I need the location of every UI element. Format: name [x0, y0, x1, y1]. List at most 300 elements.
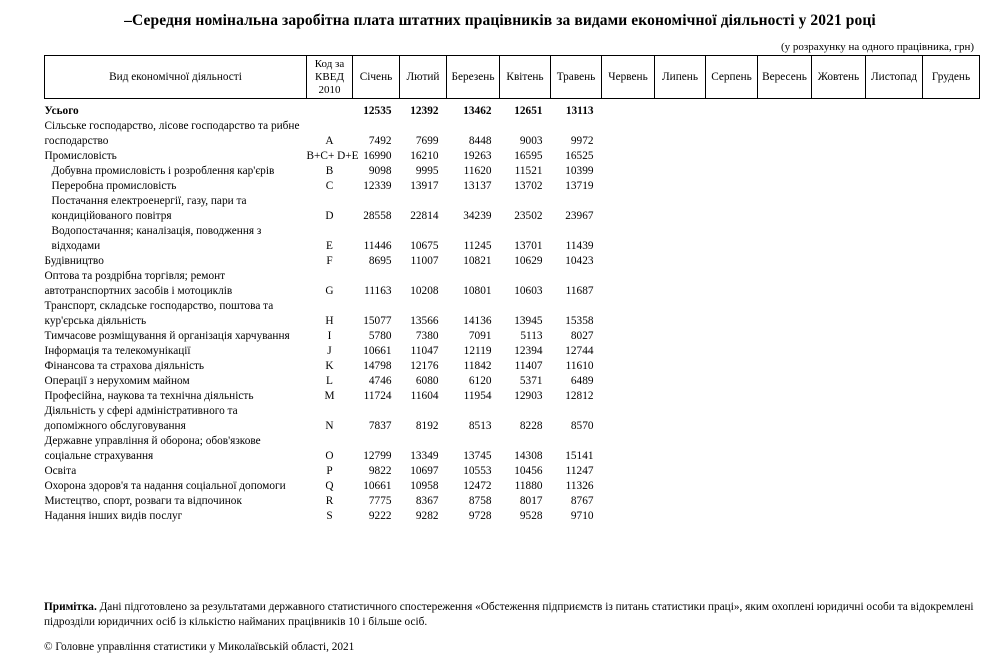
value-cell: [812, 164, 866, 179]
table-row: [45, 479, 980, 494]
value-cell: [812, 494, 866, 509]
value-cell: 11604: [410, 389, 439, 402]
value-cell: [758, 494, 812, 509]
value-cell: [706, 179, 758, 194]
value-cell: 13702: [514, 179, 543, 192]
value-cell: [812, 479, 866, 494]
value-cell: [602, 359, 655, 374]
units-label: (у розрахунку на одного працівника, грн): [780, 41, 974, 53]
value-cell: 11326: [565, 479, 594, 492]
value-cell: 7775: [368, 494, 392, 507]
value-cell: 16990: [363, 149, 392, 162]
page-title: –Середня номінальна заробітна плата штатних працівників за видами економічної діяльності у 2021 році: [124, 12, 876, 29]
value-cell: 8367: [415, 494, 439, 507]
note-text: Дані підготовлено за результатами державного статистичного спостереження «Обстеження підприємств із питань статистики праці», яким охоплені юридичні особи та відокремлені підрозділи юридичних осіб із кількістю найманих працівників 10 і більше осіб.: [44, 601, 974, 628]
value-cell: [812, 404, 866, 434]
value-cell: 15141: [565, 449, 594, 462]
header-row: [45, 56, 980, 99]
kved-code: F: [326, 254, 333, 267]
value-cell: [812, 149, 866, 164]
value-cell: [923, 359, 980, 374]
value-cell: [923, 119, 980, 149]
value-cell: 6489: [570, 374, 594, 387]
value-cell: [655, 179, 706, 194]
header-month: Грудень: [923, 56, 980, 99]
table-row: [45, 434, 980, 464]
kved-code: L: [326, 374, 333, 387]
activity-name: Оптова та роздрібна торгівля; ремонт автотранспортних засобів і мотоциклів: [44, 269, 233, 297]
table-row: [45, 509, 980, 524]
note: [44, 600, 984, 630]
value-cell: [866, 389, 923, 404]
value-cell: [866, 99, 923, 119]
value-cell: [758, 509, 812, 524]
value-cell: [602, 99, 655, 119]
value-cell: 10675: [410, 239, 439, 252]
value-cell: [758, 149, 812, 164]
value-cell: 5113: [520, 329, 543, 342]
value-cell: [812, 329, 866, 344]
header-month: Лютий: [400, 56, 447, 99]
value-cell: [655, 494, 706, 509]
value-cell: [758, 464, 812, 479]
value-cell: [923, 269, 980, 299]
value-cell: [866, 494, 923, 509]
value-cell: 5780: [368, 329, 392, 342]
value-cell: [655, 464, 706, 479]
value-cell: 14136: [463, 314, 492, 327]
header-month: Вересень: [758, 56, 812, 99]
table-row: [45, 329, 980, 344]
table-row: [45, 344, 980, 359]
activity-name: Операції з нерухомим майном: [44, 374, 190, 387]
value-cell: [655, 359, 706, 374]
value-cell: 9710: [570, 509, 594, 522]
activity-name: Усього: [44, 104, 79, 117]
value-cell: [602, 479, 655, 494]
value-cell: [923, 509, 980, 524]
activity-name: Охорона здоров'я та надання соціальної допомоги: [44, 479, 286, 492]
value-cell: 9995: [415, 164, 439, 177]
value-cell: [812, 344, 866, 359]
value-cell: 8192: [415, 419, 439, 432]
value-cell: [866, 269, 923, 299]
value-cell: [655, 299, 706, 329]
activity-name: Тимчасове розміщування й організація харчування: [44, 329, 290, 342]
kved-code: G: [325, 284, 334, 297]
kved-code: O: [325, 449, 334, 462]
value-cell: 10697: [410, 464, 439, 477]
value-cell: 12651: [514, 104, 543, 117]
activity-name: Добувна промисловість і розроблення кар'єрів: [51, 164, 275, 177]
value-cell: [866, 179, 923, 194]
value-cell: 13745: [463, 449, 492, 462]
value-cell: 8448: [468, 134, 492, 147]
value-cell: [812, 99, 866, 119]
table-row: [45, 389, 980, 404]
value-cell: [706, 149, 758, 164]
table-row: [45, 224, 980, 254]
value-cell: [655, 329, 706, 344]
value-cell: [812, 299, 866, 329]
value-cell: [866, 164, 923, 179]
value-cell: [602, 269, 655, 299]
value-cell: [602, 404, 655, 434]
value-cell: [923, 254, 980, 269]
value-cell: 9282: [415, 509, 439, 522]
value-cell: 23502: [514, 209, 543, 222]
value-cell: [866, 434, 923, 464]
value-cell: 11439: [565, 239, 594, 252]
value-cell: 7380: [415, 329, 439, 342]
value-cell: [923, 164, 980, 179]
value-cell: 11521: [514, 164, 543, 177]
header-month: Жовтень: [812, 56, 866, 99]
value-cell: [655, 434, 706, 464]
activity-name: Водопостачання; каналізація, поводження з відходами: [51, 224, 262, 252]
value-cell: [602, 374, 655, 389]
table-row: [45, 164, 980, 179]
value-cell: [706, 479, 758, 494]
value-cell: [812, 359, 866, 374]
value-cell: 13349: [410, 449, 439, 462]
value-cell: [758, 224, 812, 254]
value-cell: 11407: [514, 359, 543, 372]
value-cell: [812, 434, 866, 464]
table-row: [45, 494, 980, 509]
value-cell: [706, 434, 758, 464]
value-cell: 13113: [565, 104, 594, 117]
value-cell: 16210: [410, 149, 439, 162]
value-cell: [812, 269, 866, 299]
value-cell: 8695: [368, 254, 392, 267]
kved-code: E: [326, 239, 333, 252]
activity-name: Професійна, наукова та технічна діяльність: [44, 389, 254, 402]
value-cell: 8758: [468, 494, 492, 507]
table-row: [45, 119, 980, 149]
value-cell: [758, 374, 812, 389]
value-cell: [812, 119, 866, 149]
table-row: [45, 359, 980, 374]
value-cell: [758, 99, 812, 119]
value-cell: 9528: [519, 509, 543, 522]
value-cell: 9972: [570, 134, 594, 147]
activity-name: Освіта: [44, 464, 77, 477]
value-cell: [866, 329, 923, 344]
value-cell: [706, 359, 758, 374]
value-cell: [602, 179, 655, 194]
activity-name: Діяльність у сфері адміністративного та допоміжного обслуговування: [44, 404, 238, 432]
value-cell: [812, 509, 866, 524]
kved-code: Q: [325, 479, 334, 492]
value-cell: [866, 194, 923, 224]
value-cell: [602, 389, 655, 404]
value-cell: 15358: [565, 314, 594, 327]
value-cell: 4746: [368, 374, 392, 387]
kved-code: J: [327, 344, 332, 357]
value-cell: 11724: [363, 389, 392, 402]
value-cell: 13566: [410, 314, 439, 327]
value-cell: [706, 494, 758, 509]
value-cell: 7091: [468, 329, 492, 342]
value-cell: [812, 224, 866, 254]
value-cell: [655, 149, 706, 164]
value-cell: 11842: [463, 359, 492, 372]
value-cell: [758, 179, 812, 194]
kved-code: I: [327, 329, 332, 342]
value-cell: [602, 149, 655, 164]
value-cell: 8570: [570, 419, 594, 432]
value-cell: 10208: [410, 284, 439, 297]
activity-name: Фінансова та страхова діяльність: [44, 359, 205, 372]
kved-code: H: [325, 314, 334, 327]
value-cell: 12119: [463, 344, 492, 357]
value-cell: [655, 374, 706, 389]
value-cell: [923, 479, 980, 494]
note-label: Примітка.: [44, 601, 97, 613]
value-cell: 11446: [363, 239, 392, 252]
header-month: Квітень: [500, 56, 551, 99]
value-cell: [655, 479, 706, 494]
value-cell: 9222: [368, 509, 392, 522]
value-cell: [866, 359, 923, 374]
value-cell: [602, 464, 655, 479]
value-cell: 12394: [514, 344, 543, 357]
value-cell: 13137: [463, 179, 492, 192]
value-cell: 9003: [519, 134, 543, 147]
value-cell: [758, 434, 812, 464]
table-row: [45, 299, 980, 329]
value-cell: 13945: [514, 314, 543, 327]
value-cell: 13719: [565, 179, 594, 192]
kved-code: B: [325, 164, 334, 177]
header-kved: Код за КВЕД 2010: [307, 56, 353, 99]
value-cell: [602, 164, 655, 179]
value-cell: [812, 194, 866, 224]
value-cell: 12535: [363, 104, 392, 117]
value-cell: [758, 299, 812, 329]
value-cell: [655, 224, 706, 254]
value-cell: [655, 404, 706, 434]
kved-code: K: [325, 359, 334, 372]
value-cell: 11620: [463, 164, 492, 177]
value-cell: [706, 389, 758, 404]
value-cell: [602, 344, 655, 359]
value-cell: 12176: [410, 359, 439, 372]
value-cell: [866, 464, 923, 479]
value-cell: [602, 119, 655, 149]
value-cell: [866, 374, 923, 389]
value-cell: 13701: [514, 239, 543, 252]
value-cell: [812, 374, 866, 389]
header-month: Серпень: [706, 56, 758, 99]
value-cell: [923, 374, 980, 389]
kved-code: N: [325, 419, 334, 432]
value-cell: [706, 329, 758, 344]
value-cell: 14308: [514, 449, 543, 462]
activity-name: Переробна промисловість: [51, 179, 177, 192]
value-cell: [923, 179, 980, 194]
value-cell: 5371: [519, 374, 543, 387]
value-cell: 10821: [463, 254, 492, 267]
value-cell: [758, 254, 812, 269]
header-month: Липень: [655, 56, 706, 99]
value-cell: [758, 329, 812, 344]
value-cell: [706, 509, 758, 524]
value-cell: 10603: [514, 284, 543, 297]
table-row: [45, 464, 980, 479]
value-cell: 11245: [463, 239, 492, 252]
table-row: [45, 374, 980, 389]
value-cell: [758, 479, 812, 494]
activity-name: Надання інших видів послуг: [44, 509, 183, 522]
activity-name: Мистецтво, спорт, розваги та відпочинок: [44, 494, 242, 507]
activity-name: Сільське господарство, лісове господарство та рибне господарство: [44, 119, 300, 147]
header-month: Листопад: [866, 56, 923, 99]
value-cell: [758, 344, 812, 359]
value-cell: [923, 389, 980, 404]
value-cell: 10399: [565, 164, 594, 177]
value-cell: [655, 164, 706, 179]
value-cell: 12339: [363, 179, 392, 192]
value-cell: [866, 119, 923, 149]
value-cell: [812, 254, 866, 269]
value-cell: 12744: [565, 344, 594, 357]
value-cell: [866, 254, 923, 269]
value-cell: [655, 194, 706, 224]
value-cell: 12812: [565, 389, 594, 402]
value-cell: 16595: [514, 149, 543, 162]
value-cell: [758, 119, 812, 149]
value-cell: [706, 269, 758, 299]
value-cell: 11047: [410, 344, 439, 357]
kved-code: P: [326, 464, 333, 477]
value-cell: [602, 254, 655, 269]
value-cell: [923, 464, 980, 479]
value-cell: 13462: [463, 104, 492, 117]
value-cell: 22814: [410, 209, 439, 222]
value-cell: 13917: [410, 179, 439, 192]
value-cell: 11954: [463, 389, 492, 402]
kved-code: M: [324, 389, 335, 402]
value-cell: 6120: [468, 374, 492, 387]
value-cell: [866, 149, 923, 164]
value-cell: 9822: [368, 464, 392, 477]
value-cell: 28558: [363, 209, 392, 222]
activity-name: Державне управління й оборона; обов'язкове соціальне страхування: [44, 434, 261, 462]
value-cell: [706, 119, 758, 149]
value-cell: [923, 194, 980, 224]
value-cell: 11163: [364, 284, 392, 297]
kved-code: C: [325, 179, 334, 192]
table-row: [45, 404, 980, 434]
value-cell: 11247: [565, 464, 594, 477]
value-cell: 34239: [463, 209, 492, 222]
header-month: Березень: [447, 56, 500, 99]
value-cell: 8767: [570, 494, 594, 507]
value-cell: 8513: [468, 419, 492, 432]
value-cell: [655, 509, 706, 524]
value-cell: [866, 404, 923, 434]
header-activity: Вид економічної діяльності: [45, 56, 307, 99]
value-cell: 10958: [410, 479, 439, 492]
value-cell: 10456: [514, 464, 543, 477]
value-cell: [923, 99, 980, 119]
value-cell: [655, 99, 706, 119]
table-row: [45, 254, 980, 269]
value-cell: [706, 224, 758, 254]
value-cell: 10661: [363, 479, 392, 492]
value-cell: [602, 224, 655, 254]
value-cell: 12472: [463, 479, 492, 492]
table-row: [45, 194, 980, 224]
value-cell: [758, 164, 812, 179]
value-cell: 10629: [514, 254, 543, 267]
header-month: Січень: [353, 56, 400, 99]
value-cell: [602, 494, 655, 509]
copyright: © Головне управління статистики у Миколаївській області, 2021: [44, 641, 355, 653]
kved-code: [307, 99, 353, 119]
value-cell: [758, 269, 812, 299]
value-cell: [706, 164, 758, 179]
value-cell: 7837: [368, 419, 392, 432]
value-cell: 11610: [565, 359, 594, 372]
value-cell: [655, 389, 706, 404]
value-cell: [812, 464, 866, 479]
value-cell: [602, 434, 655, 464]
value-cell: 15077: [363, 314, 392, 327]
value-cell: [706, 194, 758, 224]
activity-name: Постачання електроенергії, газу, пари та кондиційованого повітря: [51, 194, 247, 222]
table-row: [45, 149, 980, 164]
value-cell: 12799: [363, 449, 392, 462]
value-cell: 16525: [565, 149, 594, 162]
value-cell: [706, 404, 758, 434]
value-cell: 10661: [363, 344, 392, 357]
value-cell: 14798: [363, 359, 392, 372]
value-cell: 11880: [514, 479, 543, 492]
value-cell: [706, 374, 758, 389]
value-cell: [655, 269, 706, 299]
value-cell: 7699: [415, 134, 439, 147]
value-cell: [602, 509, 655, 524]
value-cell: [923, 344, 980, 359]
kved-code: D: [325, 209, 334, 222]
value-cell: 9728: [468, 509, 492, 522]
value-cell: [602, 194, 655, 224]
header-month: Червень: [602, 56, 655, 99]
value-cell: [655, 344, 706, 359]
value-cell: [706, 464, 758, 479]
kved-code: B+C+ D+E: [306, 149, 359, 162]
value-cell: [923, 404, 980, 434]
value-cell: 10553: [463, 464, 492, 477]
table-row: [45, 179, 980, 194]
value-cell: 23967: [565, 209, 594, 222]
wage-table: [44, 55, 980, 524]
kved-code: A: [325, 134, 334, 147]
value-cell: 7492: [368, 134, 392, 147]
value-cell: 9098: [368, 164, 392, 177]
value-cell: [812, 179, 866, 194]
value-cell: [602, 329, 655, 344]
value-cell: 12392: [410, 104, 439, 117]
value-cell: [655, 254, 706, 269]
activity-name: Інформація та телекомунікації: [44, 344, 191, 357]
value-cell: 6080: [415, 374, 439, 387]
value-cell: [706, 344, 758, 359]
value-cell: [923, 299, 980, 329]
